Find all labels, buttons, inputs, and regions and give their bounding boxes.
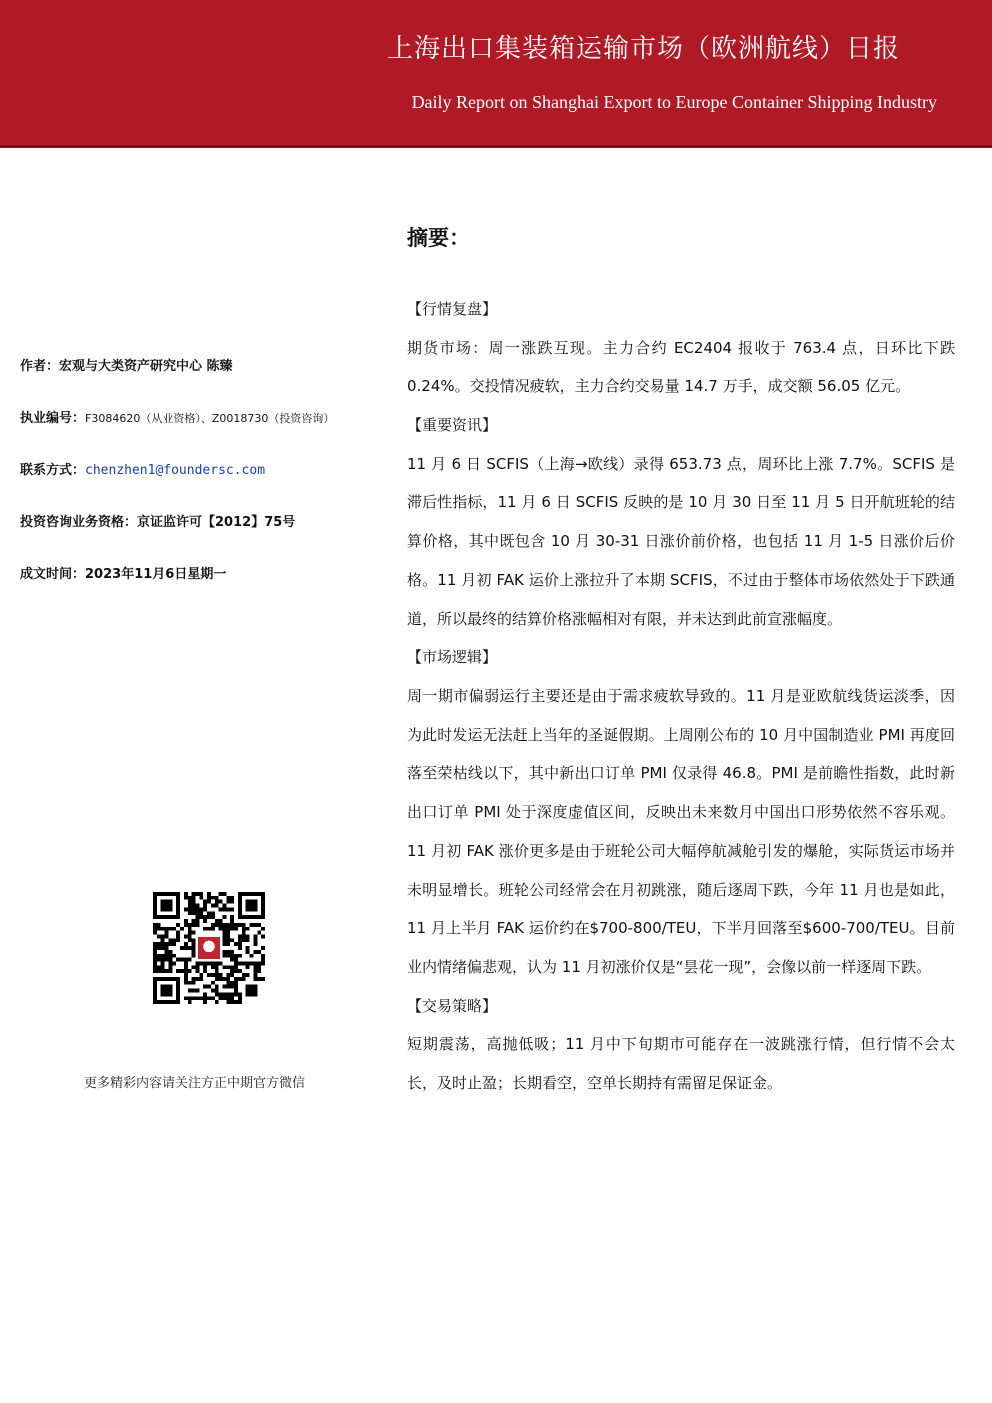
abstract-title: 摘要： (407, 226, 470, 250)
section-text-trading-strategy: 短期震荡，高抛低吸；11 月中下旬期市可能存在一波跳涨行情，但行情不会太长，及时止盈；长期看空，空单长期持有需留足保证金。 (407, 1035, 955, 1092)
date-row (20, 560, 380, 612)
license-value: F3084620（从业资格）、Z0018730（投资咨询） (85, 412, 335, 425)
report-title-cn: 上海出口集装箱运输市场（欧洲航线）日报 (386, 34, 900, 64)
section-text-market-logic: 周一期市偏弱运行主要还是由于需求疲软导致的。11 月是亚欧航线货运淡季，因为此时发运无法赶上当年的圣诞假期。上周刚公布的 10 月中国制造业 PMI 再度回落至荣枯线以下，其中新出口订单 PMI 仅录得 46.8。PMI 是前瞻性指数，此时新出口订单 PMI 处于深度虚值区间，反映出未来数月中国出口形势依然不容乐观。11 月初 FAK 涨价更多是由于班轮公司大幅停航减舱引发的爆舱，实际货运市场并未明显增长。班轮公司经常会在月初跳涨，随后逐周下跌，今年 11 月也是如此，11 月上半月 FAK 运价约在$700-800/TEU，下半月回落至$600-700/TEU。目前业内情绪偏悲观，认为 11 月初涨价仅是“昙花一现”，会像以前一样逐周下跌。 (407, 686, 955, 976)
license-label: 执业编号： (20, 411, 86, 426)
date-label: 成文时间： (20, 567, 86, 582)
section-heading-key-news: 【重要资讯】 (407, 416, 498, 435)
contact-row (20, 456, 380, 508)
author-label: 作者： (20, 359, 60, 374)
report-header (0, 0, 992, 148)
contact-email-link[interactable]: chenzhen1@foundersc.com (85, 463, 266, 478)
wechat-qr-code (153, 892, 265, 1004)
qualification-value: 京证监许可【2012】75号 (137, 515, 296, 530)
section-text-market-review: 期货市场：周一涨跌互现。主力合约 EC2404 报收于 763.4 点，日环比下跌 0.24%。交投情况疲软，主力合约交易量 14.7 万手，成交额 56.05 亿元。 (407, 338, 955, 396)
qr-caption: 更多精彩内容请关注方正中期官方微信 (84, 1076, 306, 1091)
section-heading-market-review: 【行情复盘】 (407, 300, 498, 318)
author-info (20, 352, 380, 612)
section-text-key-news: 11 月 6 日 SCFIS（上海→欧线）录得 653.73 点，周环比上涨 7.7%。SCFIS 是滞后性指标，11 月 6 日 SCFIS 反映的是 10 月 30 日至 11 月 5 日开航班轮的结算价格，其中既包含 10 月 30-31 日涨价前价格，也包括 11 月 1-5 日涨价后价格。11 月初 FAK 运价上涨拉升了本期 SCFIS，不过由于整体市场依然处于下跌通道，所以最终的结算价格涨幅相对有限，并未达到此前宣涨幅度。 (407, 454, 955, 628)
qualification-label: 投资咨询业务资格： (20, 515, 138, 530)
qualification-row (20, 508, 380, 560)
report-title-en: Daily Report on Shanghai Export to Europe Container Shipping Industry (411, 92, 937, 112)
license-row (20, 404, 380, 456)
date-value: 2023年11月6日星期一 (85, 567, 227, 582)
section-heading-market-logic: 【市场逻辑】 (407, 648, 498, 667)
author-value: 宏观与大类资产研究中心 陈臻 (59, 359, 233, 374)
section-heading-trading-strategy: 【交易策略】 (407, 996, 498, 1015)
abstract-section (407, 222, 955, 1103)
contact-label: 联系方式： (20, 463, 86, 478)
author-row (20, 352, 380, 404)
